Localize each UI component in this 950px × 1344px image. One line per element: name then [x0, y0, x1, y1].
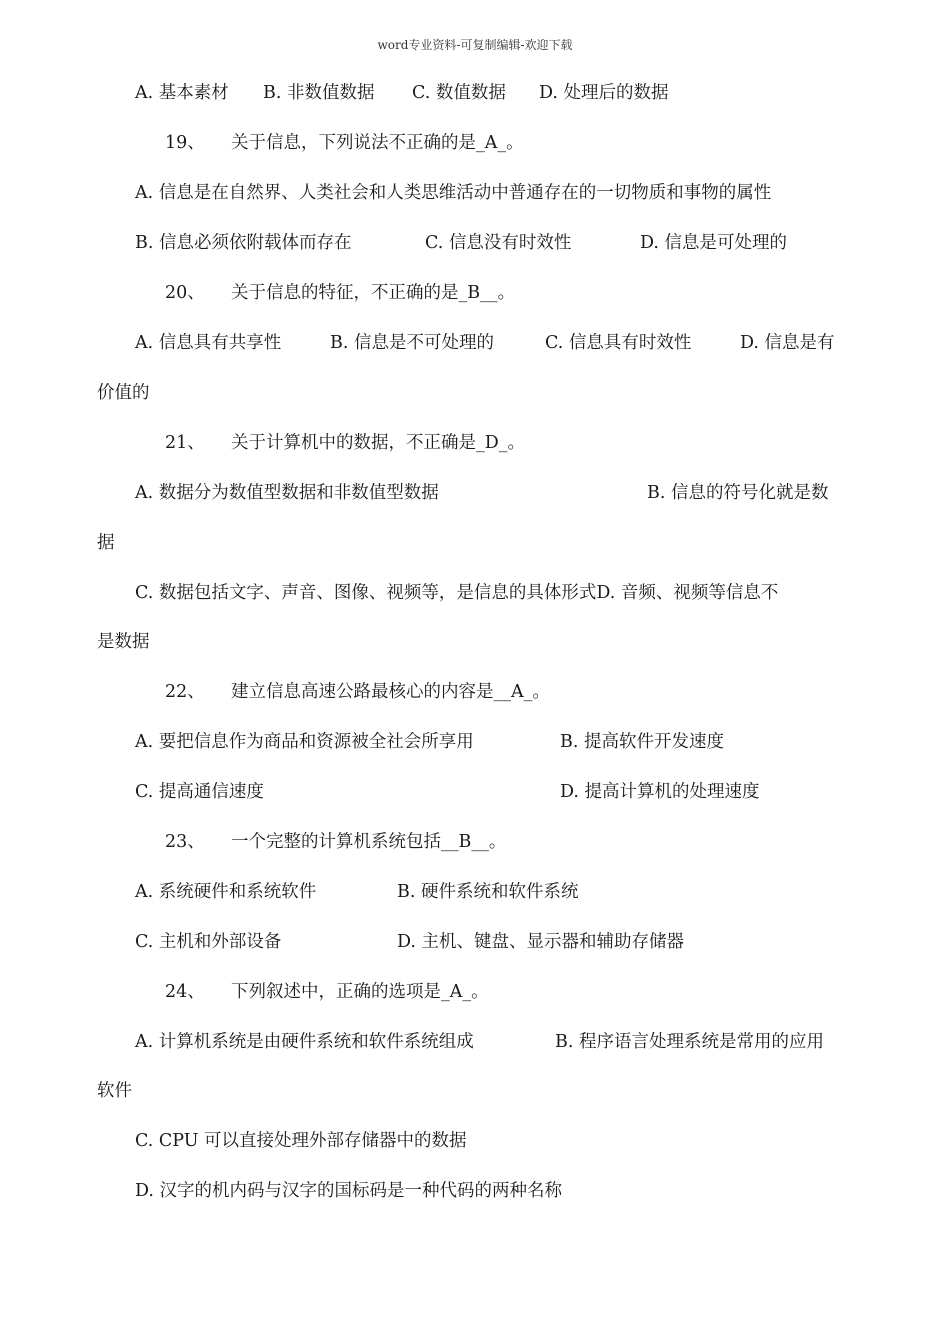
q24-option-a: A. 计算机系统是由硬件系统和软件系统组成 [135, 1032, 474, 1052]
q24-option-b: B. 程序语言处理系统是常用的应用 [555, 1032, 824, 1052]
q21-option-c-continuation: 是数据 [97, 632, 150, 652]
q18-option-c: C. 数值数据 [412, 83, 506, 103]
q20-option-b: B. 信息是不可处理的 [330, 333, 494, 353]
q24-option-d: D. 汉字的机内码与汉字的国标码是一种代码的两种名称 [135, 1181, 563, 1201]
q24-option-c: C. CPU 可以直接处理外部存储器中的数据 [135, 1131, 467, 1151]
q19-option-c: C. 信息没有时效性 [425, 233, 572, 253]
q22-option-c: C. 提高通信速度 [135, 782, 264, 802]
q23-option-b: B. 硬件系统和软件系统 [397, 882, 579, 902]
q21-option-a: A. 数据分为数值型数据和非数值型数据 [135, 483, 439, 503]
q22-number: 22、 [165, 682, 205, 702]
q21-number: 21、 [165, 433, 205, 453]
q19-number: 19、 [165, 133, 205, 153]
q21-option-c: C. 数据包括文字、声音、图像、视频等，是信息的具体形式D. 音频、视频等信息不 [135, 583, 779, 603]
q20-option-a: A. 信息具有共享性 [135, 333, 282, 353]
q23-option-a: A. 系统硬件和系统软件 [135, 882, 317, 902]
q22-option-a: A. 要把信息作为商品和资源被全社会所享用 [135, 732, 474, 752]
q20-stem: 关于信息的特征，不正确的是_B__。 [231, 283, 516, 303]
q20-number: 20、 [165, 283, 205, 303]
q23-option-c: C. 主机和外部设备 [135, 932, 282, 952]
q23-number: 23、 [165, 832, 205, 852]
q21-option-b-continuation: 据 [97, 533, 115, 553]
q18-option-a: A. 基本素材 [135, 83, 229, 103]
q23-stem: 一个完整的计算机系统包括__B__。 [231, 832, 507, 852]
q19-option-d: D. 信息是可处理的 [640, 233, 788, 253]
q19-option-a: A. 信息是在自然界、人类社会和人类思维活动中普通存在的一切物质和事物的属性 [135, 183, 772, 203]
q24-stem: 下列叙述中，正确的选项是_A_。 [231, 982, 489, 1002]
q20-option-c: C. 信息具有时效性 [545, 333, 692, 353]
q22-option-b: B. 提高软件开发速度 [560, 732, 724, 752]
q21-stem: 关于计算机中的数据，不正确是_D_。 [231, 433, 526, 453]
q23-option-d: D. 主机、键盘、显示器和辅助存储器 [397, 932, 685, 952]
q19-option-b: B. 信息必须依附载体而存在 [135, 233, 352, 253]
page-header: word专业资料-可复制编辑-欢迎下载 [377, 38, 573, 52]
q18-option-d: D. 处理后的数据 [539, 83, 669, 103]
q22-stem: 建立信息高速公路最核心的内容是__A_。 [231, 682, 550, 702]
q20-option-d-continuation: 价值的 [97, 383, 150, 403]
q22-option-d: D. 提高计算机的处理速度 [560, 782, 760, 802]
q24-option-b-continuation: 软件 [97, 1081, 132, 1101]
q20-option-d: D. 信息是有 [740, 333, 835, 353]
q18-option-b: B. 非数值数据 [263, 83, 375, 103]
q21-option-b: B. 信息的符号化就是数 [647, 483, 829, 503]
q19-stem: 关于信息，下列说法不正确的是_A_。 [231, 133, 524, 153]
q24-number: 24、 [165, 982, 205, 1002]
